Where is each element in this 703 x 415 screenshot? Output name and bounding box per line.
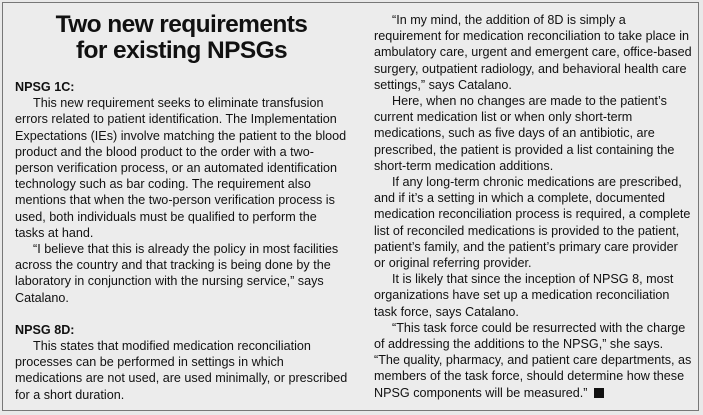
npsg-1c-paragraph-1: This new requirement seeks to eliminate transfusion errors related to patient identification. The Implementation Expectations (IEs) involve matching the patient to the blood product and the blood product to the order with a two-person verification process, or an automated identification technology such as bar coding. The requirement also mentions that when the two-person verification process is used, both individuals must be qualified to perform the tasks at hand. — [15, 96, 347, 240]
section-heading-npsg-8d: NPSG 8D: — [15, 322, 75, 337]
left-column — [15, 3, 348, 410]
section-heading-npsg-1c: NPSG 1C: — [15, 80, 75, 94]
box-title — [15, 12, 348, 64]
sidebar-box — [2, 2, 699, 411]
right-paragraph-5 — [374, 320, 692, 401]
right-column — [374, 12, 692, 410]
right-paragraph-4: It is likely that since the inception of NPSG 8, most organizations have set up a medication reconciliation task force, says Catalano. — [374, 272, 674, 319]
end-mark-square-icon — [594, 388, 604, 398]
title-line-1: Two new requirements — [55, 11, 308, 38]
npsg-1c-paragraph-2: “I believe that this is already the policy in most facilities across the country and that tracking is being done by the laboratory in conjunction with the nursing service,” says Catalano. — [15, 242, 339, 305]
right-paragraph-5-text: “This task force could be resurrected with the charge of addressing the additions to the NPSG,” she says. “The quality, pharmacy, and patient care departments, as members of the task force, should determine how these NPSG components will be measured.” — [374, 320, 692, 400]
title-line-2: for existing NPSGs — [75, 37, 288, 64]
right-paragraph-1: “In my mind, the addition of 8D is simply a requirement for medication reconciliation to take place in ambulatory care, urgent and emergent care, office-based surgery, outpatient radiology, and behavioral health care settings,” says Catalano. — [374, 13, 692, 92]
npsg-8d-paragraph-1: This states that modified medication reconciliation processes can be performed in settings in which medications are not used, are used minimally, or prescribed for a short duration. — [15, 339, 348, 402]
right-paragraph-2: Here, when no changes are made to the patient’s current medication list or when only short-term medications, such as five days of an antibiotic, are prescribed, the patient is provided a list containing the short-term medication additions. — [374, 94, 675, 173]
right-paragraph-3: If any long-term chronic medications are prescribed, and if it’s a setting in which a complete, documented medication reconciliation process is required, a complete list of reconciled medications is provided to the patient, patient’s family, and the patient’s primary care provider or original referring provider. — [374, 175, 691, 271]
